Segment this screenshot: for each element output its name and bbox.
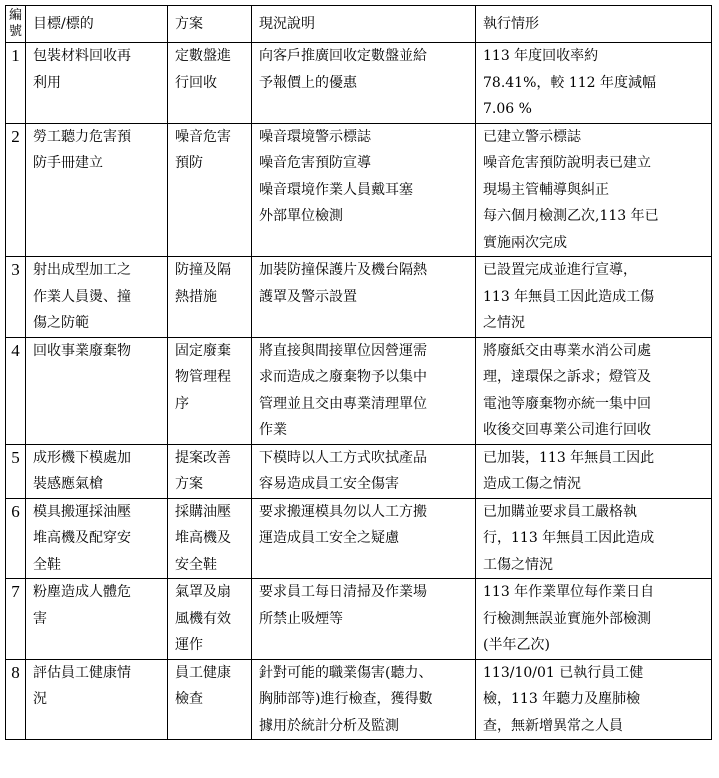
cell-status <box>252 123 476 257</box>
cell-status-line: 據用於統計分析及監測 <box>259 717 399 734</box>
cell-plan <box>168 579 252 660</box>
cell-execution-line: 查，無新增異常之人員 <box>483 717 623 734</box>
cell-status <box>252 659 476 740</box>
cell-execution-line: 113 年作業單位每作業日自 <box>483 584 655 600</box>
cell-target-line: 傷之防範 <box>33 315 89 331</box>
cell-status-line: 運造成員工安全之疑慮 <box>259 530 399 546</box>
cell-status-line: 胸肺部等)進行檢查，獲得數 <box>259 691 433 707</box>
cell-plan-line: 氣罩及扇 <box>175 584 231 600</box>
occupational-safety-table <box>5 5 712 740</box>
cell-status-line: 下模時以人工方式吹拭產品 <box>259 449 427 466</box>
cell-execution-line: 113 年度回收率約 <box>483 48 599 64</box>
cell-target-line: 包裝材料回收再 <box>33 48 131 64</box>
table-row <box>6 659 712 740</box>
cell-plan <box>168 123 252 257</box>
cell-target <box>26 444 168 498</box>
table-row <box>6 498 712 579</box>
cell-target-line: 堆高機及配穿安 <box>33 530 131 546</box>
cell-execution-line: 之情況 <box>483 315 525 331</box>
cell-status-line: 加裝防撞保護片及機台隔熱 <box>259 262 427 278</box>
cell-target-line: 利用 <box>33 74 61 91</box>
cell-plan-line: 預防 <box>175 155 203 171</box>
cell-target <box>26 579 168 660</box>
cell-execution <box>476 659 712 740</box>
cell-status-line: 護罩及警示設置 <box>259 288 357 305</box>
header-plan: 方案 <box>168 6 252 43</box>
cell-execution-line: 113/10/01 已執行員工健 <box>483 664 644 681</box>
cell-execution-line: 電池等廢棄物亦統一集中回 <box>483 395 651 412</box>
cell-execution-line: 113 年無員工因此造成工傷 <box>483 288 655 305</box>
table-header-row <box>6 6 712 43</box>
cell-target-line: 害 <box>33 610 47 627</box>
cell-execution-line: 收後交回專業公司進行回收 <box>483 422 651 438</box>
cell-execution <box>476 579 712 660</box>
cell-status-line: 要求員工每日清掃及作業場 <box>259 584 427 600</box>
cell-plan <box>168 659 252 740</box>
cell-target-line: 模具搬運採油壓 <box>33 503 131 520</box>
cell-target <box>26 337 168 444</box>
header-number <box>6 6 26 43</box>
cell-plan-line: 序 <box>175 395 189 412</box>
cell-target-line: 防手冊建立 <box>33 155 103 171</box>
cell-target <box>26 257 168 338</box>
cell-plan-line: 安全鞋 <box>175 556 217 573</box>
cell-target-line: 評估員工健康情 <box>33 664 131 681</box>
cell-target <box>26 659 168 740</box>
cell-plan-line: 風機有效 <box>175 610 231 627</box>
cell-execution-line: 工傷之情況 <box>483 556 553 573</box>
table-row <box>6 337 712 444</box>
cell-execution-line: 78.41%，較 112 年度減幅 <box>483 74 657 91</box>
cell-execution <box>476 444 712 498</box>
cell-target-line: 成形機下模處加 <box>33 449 131 466</box>
cell-plan <box>168 444 252 498</box>
header-target: 目標/標的 <box>26 6 168 43</box>
header-execution: 執行情形 <box>476 6 712 43</box>
cell-status <box>252 579 476 660</box>
cell-number: 7 <box>6 579 26 660</box>
cell-execution-line: 已加裝，113 年無員工因此 <box>483 449 655 466</box>
cell-status-line: 求而造成之廢棄物予以集中 <box>259 369 427 385</box>
header-number-bottom: 號 <box>8 24 22 39</box>
cell-target-line: 回收事業廢棄物 <box>33 342 131 359</box>
cell-plan-line: 固定廢棄 <box>175 342 231 359</box>
cell-status <box>252 337 476 444</box>
cell-plan-line: 噪音危害 <box>175 128 231 145</box>
cell-execution-line: 現場主管輔導與糾正 <box>483 181 609 198</box>
cell-status-line: 作業 <box>259 422 287 438</box>
cell-plan-line: 採購油壓 <box>175 503 231 520</box>
cell-status <box>252 498 476 579</box>
cell-status-line: 噪音危害預防宣導 <box>259 155 371 171</box>
cell-target-line: 作業人員燙、撞 <box>33 288 131 305</box>
header-status: 現況說明 <box>252 6 476 43</box>
cell-number: 2 <box>6 123 26 257</box>
cell-plan-line: 堆高機及 <box>175 530 231 546</box>
cell-target-line: 粉塵造成人體危 <box>33 584 131 600</box>
table-row <box>6 257 712 338</box>
cell-status <box>252 43 476 124</box>
cell-execution-line: 行，113 年無員工因此造成 <box>483 530 655 546</box>
cell-execution-line: 行檢測無誤並實施外部檢測 <box>483 610 651 627</box>
cell-target-line: 勞工聽力危害預 <box>33 128 131 145</box>
cell-plan-line: 提案改善 <box>175 449 231 466</box>
table-row <box>6 43 712 124</box>
cell-plan-line: 熱措施 <box>175 288 217 305</box>
cell-status-line: 噪音環境警示標誌 <box>259 128 371 145</box>
cell-number: 6 <box>6 498 26 579</box>
cell-plan-line: 檢查 <box>175 691 203 707</box>
cell-plan-line: 方案 <box>175 476 203 492</box>
cell-execution <box>476 123 712 257</box>
table-row <box>6 123 712 257</box>
cell-execution-line: 檢，113 年聽力及塵肺檢 <box>483 691 641 707</box>
cell-status-line: 外部單位檢測 <box>259 208 343 224</box>
cell-number: 8 <box>6 659 26 740</box>
cell-target-line: 射出成型加工之 <box>33 262 131 278</box>
cell-target <box>26 43 168 124</box>
cell-execution <box>476 498 712 579</box>
cell-plan <box>168 337 252 444</box>
cell-plan-line: 員工健康 <box>175 664 231 681</box>
cell-execution <box>476 257 712 338</box>
cell-execution-line: 理，達環保之訴求；燈管及 <box>483 369 651 385</box>
cell-plan-line: 物管理程 <box>175 369 231 385</box>
cell-execution-line: 造成工傷之情況 <box>483 476 581 492</box>
cell-status-line: 噪音環境作業人員戴耳塞 <box>259 181 413 198</box>
cell-status-line: 予報價上的優惠 <box>259 74 357 91</box>
cell-plan <box>168 498 252 579</box>
cell-status-line: 管理並且交由專業清理單位 <box>259 395 427 412</box>
cell-execution <box>476 337 712 444</box>
cell-plan <box>168 43 252 124</box>
cell-execution-line: 已加購並要求員工嚴格執 <box>483 503 637 520</box>
cell-status-line: 將直接與間接單位因營運需 <box>259 342 427 359</box>
cell-plan <box>168 257 252 338</box>
cell-plan-line: 防撞及隔 <box>175 262 231 278</box>
cell-target <box>26 498 168 579</box>
cell-status <box>252 444 476 498</box>
cell-target-line: 況 <box>33 691 47 707</box>
cell-number: 3 <box>6 257 26 338</box>
cell-target-line: 裝感應氣槍 <box>33 476 103 492</box>
cell-plan-line: 行回收 <box>175 74 217 91</box>
cell-execution-line: 每六個月檢測乙次,113 年已 <box>483 208 659 224</box>
cell-status-line: 所禁止吸煙等 <box>259 610 343 627</box>
cell-number: 1 <box>6 43 26 124</box>
cell-execution-line: 實施兩次完成 <box>483 234 567 251</box>
cell-execution <box>476 43 712 124</box>
cell-number: 4 <box>6 337 26 444</box>
cell-execution-line: 噪音危害預防說明表已建立 <box>483 155 651 171</box>
cell-target-line: 全鞋 <box>33 556 61 573</box>
table-row <box>6 444 712 498</box>
cell-status-line: 容易造成員工安全傷害 <box>259 476 399 492</box>
cell-execution-line: 已建立警示標誌 <box>483 128 581 145</box>
cell-target <box>26 123 168 257</box>
cell-status-line: 要求搬運模具勿以人工方搬 <box>259 503 427 520</box>
cell-execution-line: 7.06 % <box>483 101 532 117</box>
table-row <box>6 579 712 660</box>
cell-status-line: 針對可能的職業傷害(聽力、 <box>259 664 433 681</box>
cell-status-line: 向客戶推廣回收定數盤並給 <box>259 48 427 64</box>
header-number-top: 編 <box>8 8 22 23</box>
cell-plan-line: 運作 <box>175 637 203 653</box>
cell-number: 5 <box>6 444 26 498</box>
cell-execution-line: 已設置完成並進行宣導， <box>483 262 637 278</box>
cell-plan-line: 定數盤進 <box>175 48 231 64</box>
cell-execution-line: (半年乙次) <box>483 637 550 653</box>
cell-status <box>252 257 476 338</box>
cell-execution-line: 將廢紙交由專業水消公司處 <box>483 342 651 359</box>
